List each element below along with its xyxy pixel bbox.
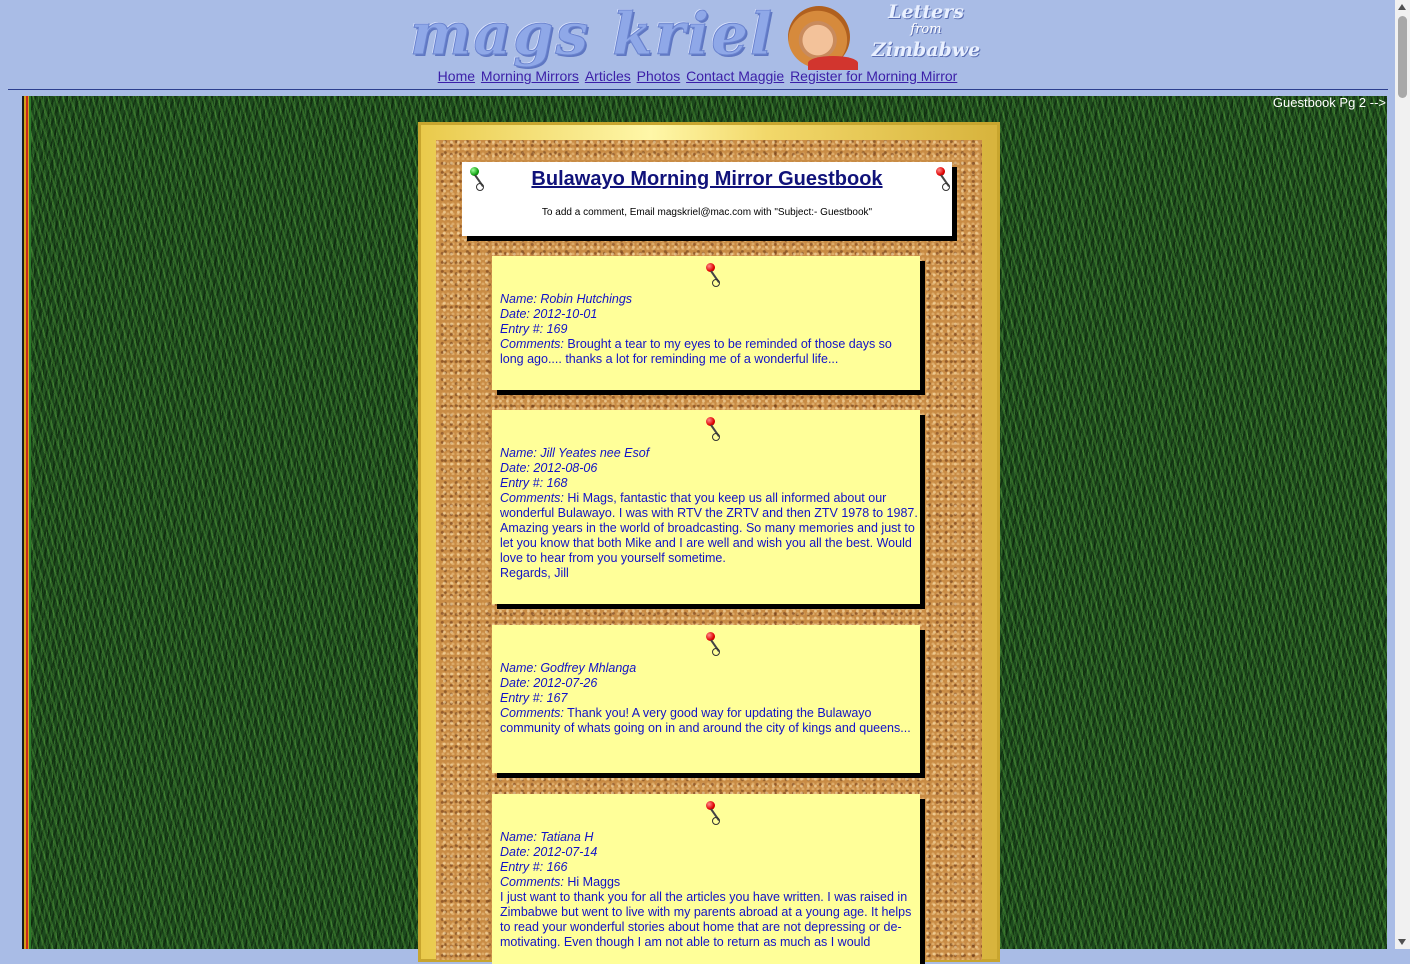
- guestbook-entry: [492, 410, 920, 604]
- entry-comments-continued: I just want to thank you for all the articles you have written. I was raised in Zimbabwe but went to live with my parents abroad at a young age. It helps to read your wonderful stories about home that are not depressing or de-motivating. Even though I am not able to return as much as I would: [500, 890, 912, 949]
- entry-comments: Comments: Hi Mags, fantastic that you keep us all informed about our wonderful Bulawayo. I was with RTV the ZRTV and then ZTV 1978 to 1987. Amazing years in the world of broadcasting. So many memories and just to let you know that both Mike and I are well and wish you all the best. Would love to hear from you yourself sometime.: [500, 491, 918, 565]
- guestbook-instructions: To add a comment, Email magskriel@mac.com with "Subject:- Guestbook": [541, 207, 873, 218]
- guestbook-entry: [492, 625, 920, 773]
- site-logo-text: mags kriel: [410, 0, 775, 68]
- entry-comments: Comments: Hi Maggs: [500, 875, 621, 889]
- entry-name: Name: Tatiana H: [500, 830, 594, 844]
- nav-morning-mirrors[interactable]: Morning Mirrors: [480, 68, 579, 84]
- header-divider: [8, 89, 1388, 90]
- red-pin-icon: [934, 167, 950, 195]
- entry-number: Entry #: 168: [500, 476, 568, 490]
- green-pin-icon: [468, 167, 484, 195]
- nav-register-morning-mirror[interactable]: Register for Morning Mirror: [790, 68, 958, 84]
- guestbook-entry: [492, 794, 920, 964]
- entry-number: Entry #: 169: [500, 322, 568, 336]
- letters-logo-line3: Zimbabwe: [871, 39, 981, 61]
- entry-number: Entry #: 166: [500, 860, 568, 874]
- entry-date: Date: 2012-08-06: [500, 461, 598, 475]
- entry-name: Name: Jill Yeates nee Esof: [500, 446, 650, 460]
- entry-date: Date: 2012-10-01: [500, 307, 598, 321]
- entry-name: Name: Robin Hutchings: [500, 292, 633, 306]
- nav-photos[interactable]: Photos: [636, 68, 681, 84]
- letters-logo-line2: from: [910, 22, 942, 37]
- red-pin-icon: [704, 417, 720, 445]
- entry-comments: Comments: Thank you! A very good way for updating the Bulawayo community of whats going on in and around the city of kings and queens...: [500, 706, 911, 735]
- entry-number: Entry #: 167: [500, 691, 568, 705]
- nav-articles[interactable]: Articles: [584, 68, 631, 84]
- vertical-scrollbar[interactable]: [1395, 0, 1410, 949]
- page-title[interactable]: Bulawayo Morning Mirror Guestbook: [531, 168, 883, 190]
- flag-stripes: [22, 96, 31, 949]
- entry-date: Date: 2012-07-26: [500, 676, 598, 690]
- letters-logo-line1: Letters: [888, 1, 964, 23]
- scroll-up-arrow-icon[interactable]: [1398, 4, 1406, 10]
- nav-home[interactable]: Home: [437, 68, 476, 84]
- site-header: [0, 0, 1395, 96]
- scrollbar-thumb[interactable]: [1398, 16, 1407, 98]
- entry-date: Date: 2012-07-14: [500, 845, 598, 859]
- entry-signoff: Regards, Jill: [500, 566, 569, 580]
- main-nav: [0, 68, 1395, 84]
- red-pin-icon: [704, 263, 720, 291]
- letters-from-zimbabwe-logo: [866, 2, 986, 70]
- red-pin-icon: [704, 801, 720, 829]
- title-card: [462, 162, 952, 236]
- red-pin-icon: [704, 632, 720, 660]
- entry-name: Name: Godfrey Mhlanga: [500, 661, 637, 675]
- nav-contact-maggie[interactable]: Contact Maggie: [686, 68, 785, 84]
- guestbook-entry: [492, 256, 920, 390]
- next-page-link[interactable]: Guestbook Pg 2 -->: [1272, 95, 1386, 110]
- entry-comments: Comments: Brought a tear to my eyes to be reminded of those days so long ago.... thanks a lot for reminding me of a wonderful life...: [500, 337, 892, 366]
- scroll-down-arrow-icon[interactable]: [1398, 939, 1406, 945]
